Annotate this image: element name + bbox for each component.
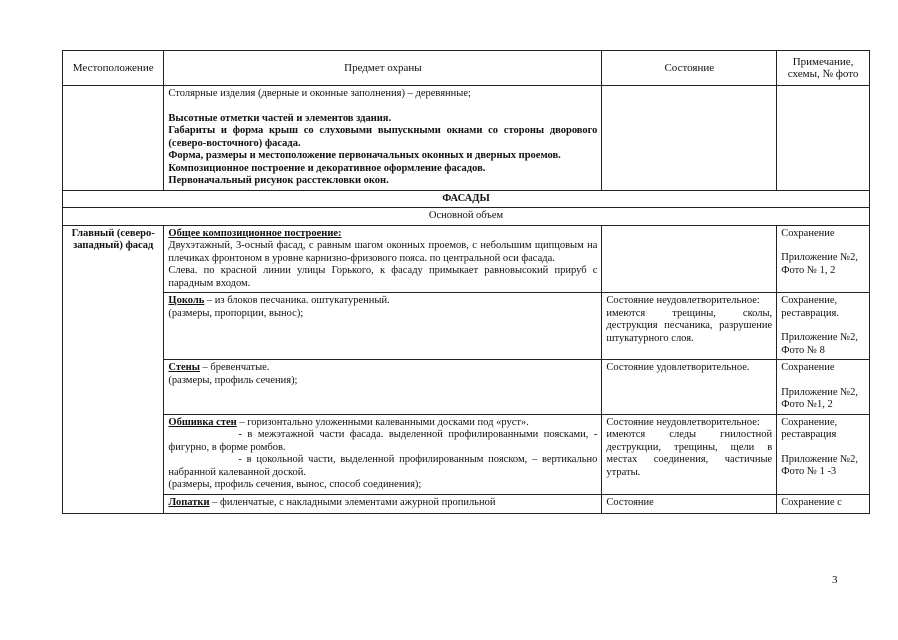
subject-bold-line: Форма, размеры и местоположение первоначальных оконных и дверных проемов.	[168, 150, 561, 161]
note-cell	[777, 293, 870, 360]
note-appendix: Приложение №2, Фото № 1 -3	[781, 453, 859, 477]
subject-cell	[164, 414, 602, 494]
cladding-detail-2: - в цокольной части, выделенной профилированным пояском, – вертикально набранной калеванной доской.	[168, 454, 598, 478]
state-label: Состояние удовлетворительное.	[606, 362, 750, 373]
walls-title: Стены	[168, 362, 200, 373]
plinth-params: (размеры, пропорции, вынос);	[168, 307, 304, 319]
state-cell	[602, 494, 777, 513]
table-row	[63, 360, 870, 415]
subject-cell	[164, 494, 602, 513]
protection-table	[62, 50, 870, 514]
subject-cell	[164, 86, 602, 191]
composition-text-2: Слева. по красной линии улицы Горького, к фасаду примыкает равновысокий прируб с парадным входом.	[168, 265, 598, 289]
header-subject: Предмет охраны	[164, 51, 602, 86]
state-details: имеются трещины, сколы, деструкция песчаника, разрушение штукатурного слоя.	[606, 307, 773, 344]
subject-bold-line: Первоначальный рисунок расстекловки окон.	[168, 175, 389, 186]
state-label: Состояние неудовлетворительное:	[606, 295, 760, 306]
header-location: Местоположение	[63, 51, 164, 86]
note-cell	[777, 86, 870, 191]
note-appendix: Приложение №2, Фото №1, 2	[781, 386, 859, 410]
note-action: Сохранение	[781, 362, 835, 373]
subject-cell	[164, 225, 602, 293]
note-action: Сохранение, реставрация	[781, 416, 838, 440]
note-cell	[777, 360, 870, 415]
section-row	[63, 190, 870, 208]
location-cell	[63, 86, 164, 191]
note-appendix: Приложение №2, Фото № 8	[781, 332, 859, 356]
pilasters-text: – филенчатые, с накладными элементами ажурной пропильной	[209, 496, 496, 508]
state-cell	[602, 414, 777, 494]
table-row	[63, 414, 870, 494]
note-action: Сохранение	[781, 227, 835, 239]
note-cell	[777, 225, 870, 293]
joinery-line: Столярные изделия (дверные и оконные заполнения) – деревянные;	[168, 88, 471, 99]
state-label: Состояние неудовлетворительное:	[606, 416, 760, 428]
subject-bold-line: Композиционное построение и декоративное оформление фасадов.	[168, 162, 486, 174]
state-details: имеются следы гнилостной деструкции, трещины, щели в местах соединения, частичные утраты.	[606, 429, 773, 478]
composition-text: Двухэтажный, 3-осный фасад, с равным шагом оконных проемов, с небольшим щипцовым на плечиках фронтоном в уровне карнизно-фризового пояса. по центральной оси фасада.	[168, 240, 598, 264]
subject-bold-line: Высотные отметки частей и элементов здания.	[168, 112, 392, 124]
table-header-row	[63, 51, 870, 86]
walls-params: (размеры, профиль сечения);	[168, 374, 298, 386]
pilasters-title: Лопатки	[168, 496, 210, 508]
subsection-title: Основной объем	[63, 208, 870, 226]
table-row	[63, 293, 870, 360]
note-action: Сохранение с	[781, 496, 842, 508]
page-number: 3	[832, 574, 838, 586]
walls-text: – бревенчатые.	[199, 362, 270, 373]
subsection-row	[63, 208, 870, 226]
state-cell	[602, 293, 777, 360]
location-main-facade: Главный (северо-западный) фасад	[63, 225, 164, 513]
header-note: Примечание, схемы, № фото	[777, 51, 870, 86]
composition-title: Общее композиционное построение:	[168, 227, 342, 239]
note-action: Сохранение, реставрация.	[781, 295, 839, 319]
note-cell	[777, 494, 870, 513]
table-row	[63, 225, 870, 293]
note-appendix: Приложение №2, Фото № 1, 2	[781, 252, 859, 276]
subject-cell	[164, 293, 602, 360]
cladding-params: (размеры, профиль сечения, вынос, способ соединения);	[168, 479, 422, 490]
note-cell	[777, 414, 870, 494]
header-state: Состояние	[602, 51, 777, 86]
cladding-text: – горизонтально уложенными калеванными досками под «руст».	[236, 416, 529, 428]
plinth-text: – из блоков песчаника. оштукатуренный.	[204, 295, 390, 306]
subject-cell	[164, 360, 602, 415]
state-label: Состояние	[606, 496, 654, 508]
section-title: ФАСАДЫ	[63, 190, 870, 208]
state-cell	[602, 86, 777, 191]
table-row	[63, 86, 870, 191]
cladding-detail-1: - в межэтажной части фасада. выделенной профилированными поясками, - фигурно, в форме ромбов.	[168, 429, 598, 453]
state-cell	[602, 360, 777, 415]
table-row	[63, 494, 870, 513]
subject-bold-line: Габариты и форма крыш со слуховыми выпускными окнами со стороны дворового (северо-восточного) фасада.	[168, 125, 598, 149]
cladding-title: Обшивка стен	[168, 416, 237, 428]
state-cell	[602, 225, 777, 293]
plinth-title: Цоколь	[168, 295, 205, 306]
